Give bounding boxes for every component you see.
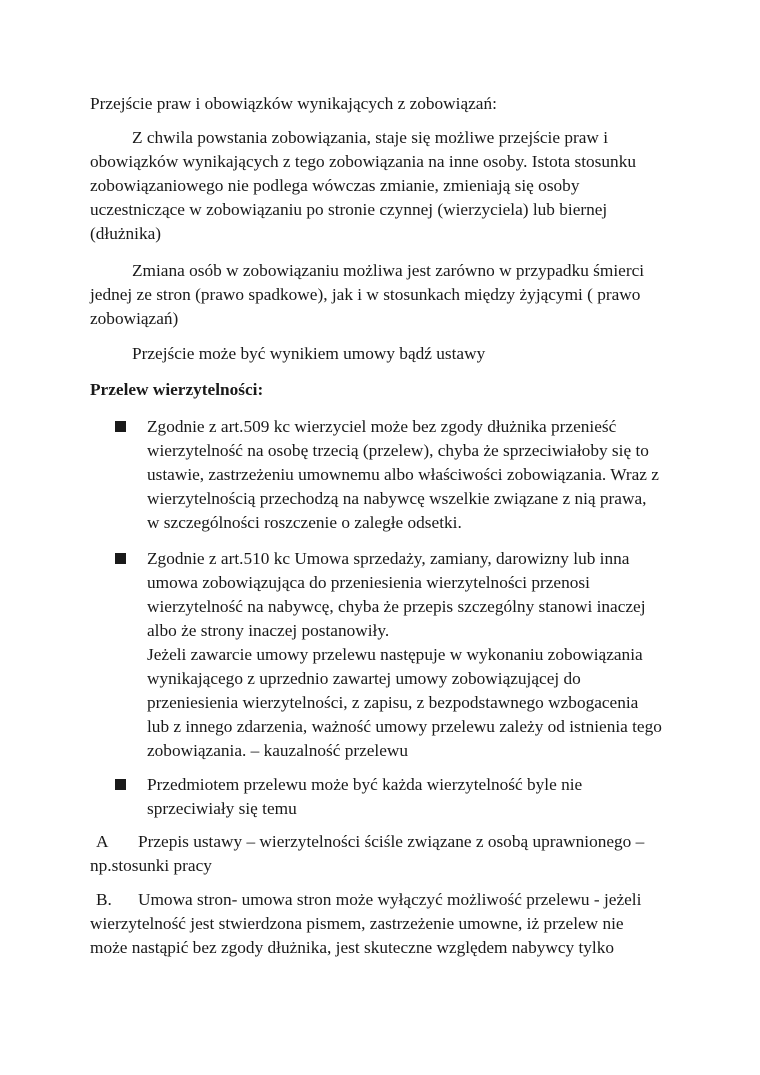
bullet-line: Zgodnie z art.510 kc Umowa sprzedaży, zamiany, darowizny lub inna	[147, 549, 630, 568]
bullet-line: przeniesienia wierzytelności, z zapisu, z bezpodstawnego wzbogacenia	[147, 693, 639, 712]
bullet-line: ustawie, zastrzeżeniu umownemu albo właściwości zobowiązania. Wraz z	[147, 465, 659, 484]
paragraph-2	[90, 259, 680, 331]
para2-line: zobowiązań)	[90, 309, 179, 328]
bullet-line: wierzytelność na nabywcę, chyba że przepis szczególny stanowi inaczej	[147, 597, 646, 616]
para1-line: obowiązków wynikających z tego zobowiązania na inne osoby. Istota stosunku	[90, 152, 636, 171]
item-a-line: np.stosunki pracy	[90, 856, 212, 875]
square-bullet-icon	[115, 421, 126, 432]
para1-line: uczestniczące w zobowiązaniu po stronie czynnej (wierzyciela) lub biernej	[90, 200, 608, 219]
bullet-line: Zgodnie z art.509 kc wierzyciel może bez zgody dłużnika przenieść	[147, 417, 617, 436]
bullet-line: zobowiązania. – kauzalność przelewu	[147, 741, 409, 760]
para1-line: zobowiązaniowego nie podlega wówczas zmianie, zmieniają się osoby	[90, 176, 580, 195]
item-a-marker: A	[96, 832, 109, 851]
paragraph-1	[90, 126, 680, 246]
item-b	[90, 888, 680, 960]
item-a	[90, 830, 680, 878]
bullet-line: Przedmiotem przelewu może być każda wierzytelność byle nie	[147, 775, 583, 794]
bullet-line: w szczególności roszczenie o zaległe odsetki.	[147, 513, 462, 532]
bullet-line: albo że strony inaczej postanowiły.	[147, 621, 390, 640]
bullet-line: umowa zobowiązująca do przeniesienia wierzytelności przenosi	[147, 573, 590, 592]
bullet-text	[147, 773, 687, 821]
bullet-text	[147, 547, 687, 763]
bullet-line: lub z innego zdarzenia, ważność umowy przelewu zależy od istnienia tego	[147, 717, 662, 736]
bullet-line: wynikającego z uprzednio zawartej umowy zobowiązującej do	[147, 669, 581, 688]
para2-line: jednej ze stron (prawo spadkowe), jak i w stosunkach między żyjącymi ( prawo	[90, 285, 641, 304]
item-a-text: Przepis ustawy – wierzytelności ściśle związane z osobą uprawnionego –	[138, 832, 645, 851]
heading: Przejście praw i obowiązków wynikających z zobowiązań:	[90, 94, 497, 113]
item-b-text: Umowa stron- umowa stron może wyłączyć możliwość przelewu - jeżeli	[138, 890, 642, 909]
section-title: Przelew wierzytelności:	[90, 380, 264, 399]
bullet-line: wierzytelnością przechodzą na nabywcę wszelkie związane z nią prawa,	[147, 489, 647, 508]
para1-line: Z chwila powstania zobowiązania, staje się możliwe przejście praw i	[132, 128, 609, 147]
item-b-line: może nastąpić bez zgody dłużnika, jest skuteczne względem nabywcy tylko	[90, 938, 615, 957]
bullet-text	[147, 415, 687, 535]
item-a-line	[90, 830, 680, 854]
bullet-line: sprzeciwiały się temu	[147, 799, 297, 818]
bullet-line: wierzytelność na osobę trzecią (przelew), chyba że sprzeciwiałoby się to	[147, 441, 649, 460]
item-b-line: wierzytelność jest stwierdzona pismem, zastrzeżenie umowne, iż przelew nie	[90, 914, 624, 933]
item-b-marker: B.	[96, 890, 112, 909]
bullet-line: Jeżeli zawarcie umowy przelewu następuje w wykonaniu zobowiązania	[147, 645, 643, 664]
para1-line: (dłużnika)	[90, 224, 162, 243]
square-bullet-icon	[115, 779, 126, 790]
square-bullet-icon	[115, 553, 126, 564]
paragraph-3: Przejście może być wynikiem umowy bądź ustawy	[132, 344, 486, 363]
para2-line: Zmiana osób w zobowiązaniu możliwa jest zarówno w przypadku śmierci	[132, 261, 645, 280]
item-b-line	[90, 888, 680, 912]
